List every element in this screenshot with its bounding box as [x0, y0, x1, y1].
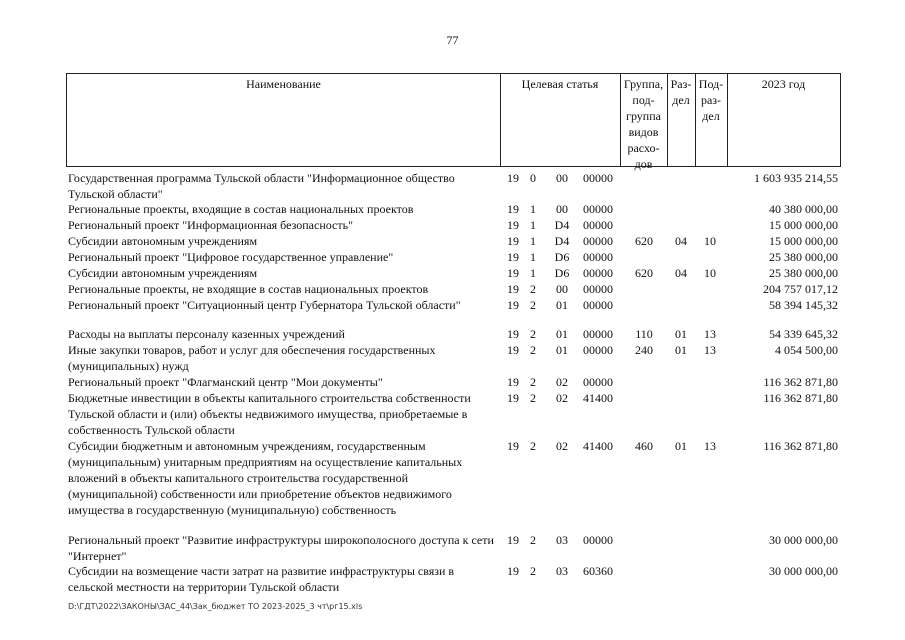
row-cell-g: 240: [635, 343, 653, 357]
row-cell-s: 01: [675, 343, 687, 357]
row-cell-ss: 13: [704, 439, 716, 453]
row-cell-d: 00000: [583, 234, 613, 248]
row-cell-a: 19: [507, 439, 519, 453]
row-cell-ss: 13: [704, 327, 716, 341]
row-cell-c: 00: [556, 282, 568, 296]
row-cell-b: 1: [530, 234, 536, 248]
row-cell-a: 19: [507, 375, 519, 389]
row-name: Расходы на выплаты персоналу казенных учреждений: [68, 327, 345, 341]
row-cell-c: 00: [556, 202, 568, 216]
row-cell-a: 19: [507, 391, 519, 405]
file-path-footer: D:\ГДТ\2022\ЗАКОНЫ\ЗАС_44\Зак_бюджет ТО 2023-2025_3 чт\рг15.xls: [68, 602, 363, 611]
row-cell-d: 00000: [583, 298, 613, 312]
row-name: Региональный проект "Цифровое государственное управление": [68, 250, 394, 264]
row-cell-d: 00000: [583, 327, 613, 341]
row-cell-c: D6: [554, 250, 570, 264]
row-name: Региональный проект "Ситуационный центр Губернатора Тульской области": [68, 298, 461, 312]
row-cell-amount: 40 380 000,00: [769, 202, 838, 216]
row-cell-c: 01: [556, 298, 568, 312]
row-cell-d: 00000: [583, 282, 613, 296]
row-cell-amount: 4 054 500,00: [775, 343, 838, 357]
header-target-article: Целевая статья: [521, 77, 599, 91]
row-cell-c: 02: [556, 439, 568, 453]
row-cell-amount: 30 000 000,00: [769, 533, 838, 547]
row-cell-b: 0: [530, 171, 536, 185]
row-name: Региональный проект "Информационная безопасность": [68, 218, 353, 232]
row-cell-amount: 15 000 000,00: [769, 218, 838, 232]
row-cell-a: 19: [507, 202, 519, 216]
row-cell-g: 110: [635, 327, 653, 341]
row-cell-a: 19: [507, 564, 519, 578]
row-name: Региональный проект "Флагманский центр "Мои документы": [68, 375, 383, 389]
row-cell-c: D4: [554, 218, 570, 232]
row-cell-ss: 13: [704, 343, 716, 357]
row-cell-a: 19: [507, 250, 519, 264]
row-cell-d: 00000: [583, 375, 613, 389]
header-expense-group: Группа, под- группа видов расхо- дов: [623, 77, 664, 171]
row-cell-d: 00000: [583, 202, 613, 216]
row-cell-a: 19: [507, 218, 519, 232]
row-cell-s: 01: [675, 439, 687, 453]
row-cell-amount: 58 394 145,32: [769, 298, 838, 312]
row-cell-amount: 30 000 000,00: [769, 564, 838, 578]
table-header: [66, 73, 841, 171]
row-cell-b: 2: [530, 439, 536, 453]
row-name: Субсидии автономным учреждениям: [68, 266, 258, 280]
row-cell-a: 19: [507, 266, 519, 280]
row-cell-c: 03: [556, 564, 568, 578]
row-cell-s: 04: [675, 266, 687, 280]
row-name: Государственная программа Тульской области "Информационное общество Тульской области": [68, 171, 455, 201]
row-cell-b: 1: [530, 266, 536, 280]
row-cell-a: 19: [507, 343, 519, 357]
row-cell-b: 2: [530, 564, 536, 578]
row-cell-d: 00000: [583, 250, 613, 264]
row-cell-c: 02: [556, 391, 568, 405]
row-cell-c: 03: [556, 533, 568, 547]
row-cell-amount: 116 362 871,80: [763, 391, 838, 405]
row-cell-amount: 204 757 017,12: [763, 282, 838, 296]
row-cell-amount: 54 339 645,32: [769, 327, 838, 341]
row-cell-c: 01: [556, 343, 568, 357]
row-cell-d: 00000: [583, 171, 613, 185]
row-cell-a: 19: [507, 171, 519, 185]
row-cell-g: 620: [635, 266, 653, 280]
row-cell-c: D4: [554, 234, 570, 248]
row-cell-b: 2: [530, 533, 536, 547]
row-name: Субсидии бюджетным и автономным учреждениям, государственным (муниципальным) унитарным предприятиям на осуществление капитальных вложений в объекты капитального строительства государственной (муниципальной) собственности или приобретение объектов недвижимого имущества в государственную (муниципальную) собственность: [68, 439, 463, 517]
row-cell-b: 2: [530, 282, 536, 296]
row-cell-s: 01: [675, 327, 687, 341]
row-cell-d: 60360: [583, 564, 613, 578]
row-cell-a: 19: [507, 327, 519, 341]
row-cell-ss: 10: [704, 234, 716, 248]
row-name: Субсидии автономным учреждениям: [68, 234, 258, 248]
row-cell-c: 00: [556, 171, 568, 185]
row-cell-a: 19: [507, 234, 519, 248]
row-cell-b: 1: [530, 250, 536, 264]
row-cell-c: 01: [556, 327, 568, 341]
header-section: Раз- дел: [670, 77, 692, 107]
row-cell-c: D6: [554, 266, 570, 280]
row-name: Региональные проекты, входящие в состав национальных проектов: [68, 202, 414, 216]
row-cell-a: 19: [507, 533, 519, 547]
header-year: 2023 год: [761, 77, 806, 91]
row-name: Бюджетные инвестиции в объекты капитального строительства собственности Тульской области и (или) объекты недвижимого имущества, приобретаемые в собственность Тульской области: [68, 391, 471, 437]
row-cell-d: 00000: [583, 343, 613, 357]
row-cell-b: 1: [530, 202, 536, 216]
row-cell-a: 19: [507, 282, 519, 296]
header-subsection: Под- раз- дел: [698, 77, 724, 123]
row-cell-ss: 10: [704, 266, 716, 280]
row-cell-amount: 116 362 871,80: [763, 439, 838, 453]
header-name: Наименование: [246, 77, 321, 91]
row-cell-amount: 15 000 000,00: [769, 234, 838, 248]
row-cell-amount: 25 380 000,00: [769, 250, 838, 264]
row-cell-a: 19: [507, 298, 519, 312]
row-cell-s: 04: [675, 234, 687, 248]
row-cell-b: 2: [530, 391, 536, 405]
row-name: Иные закупки товаров, работ и услуг для обеспечения государственных (муниципальных) нужд: [68, 343, 436, 373]
row-cell-d: 00000: [583, 533, 613, 547]
row-cell-amount: 116 362 871,80: [763, 375, 838, 389]
row-cell-c: 02: [556, 375, 568, 389]
row-cell-d: 41400: [583, 439, 613, 453]
row-cell-b: 2: [530, 343, 536, 357]
row-cell-amount: 1 603 935 214,55: [754, 171, 838, 185]
row-cell-g: 460: [635, 439, 653, 453]
row-name: Региональные проекты, не входящие в состав национальных проектов: [68, 282, 429, 296]
row-cell-d: 00000: [583, 218, 613, 232]
row-cell-g: 620: [635, 234, 653, 248]
row-cell-amount: 25 380 000,00: [769, 266, 838, 280]
row-name: Региональный проект "Развитие инфраструктуры широкополосного доступа к сети "Интернет": [68, 533, 494, 563]
row-cell-b: 2: [530, 375, 536, 389]
row-cell-d: 41400: [583, 391, 613, 405]
page-number: 77: [446, 33, 459, 47]
row-cell-b: 1: [530, 218, 536, 232]
row-cell-b: 2: [530, 298, 536, 312]
row-cell-b: 2: [530, 327, 536, 341]
row-name: Субсидии на возмещение части затрат на развитие инфраструктуры связи в сельской местности на территории Тульской области: [68, 564, 455, 594]
row-cell-d: 00000: [583, 266, 613, 280]
